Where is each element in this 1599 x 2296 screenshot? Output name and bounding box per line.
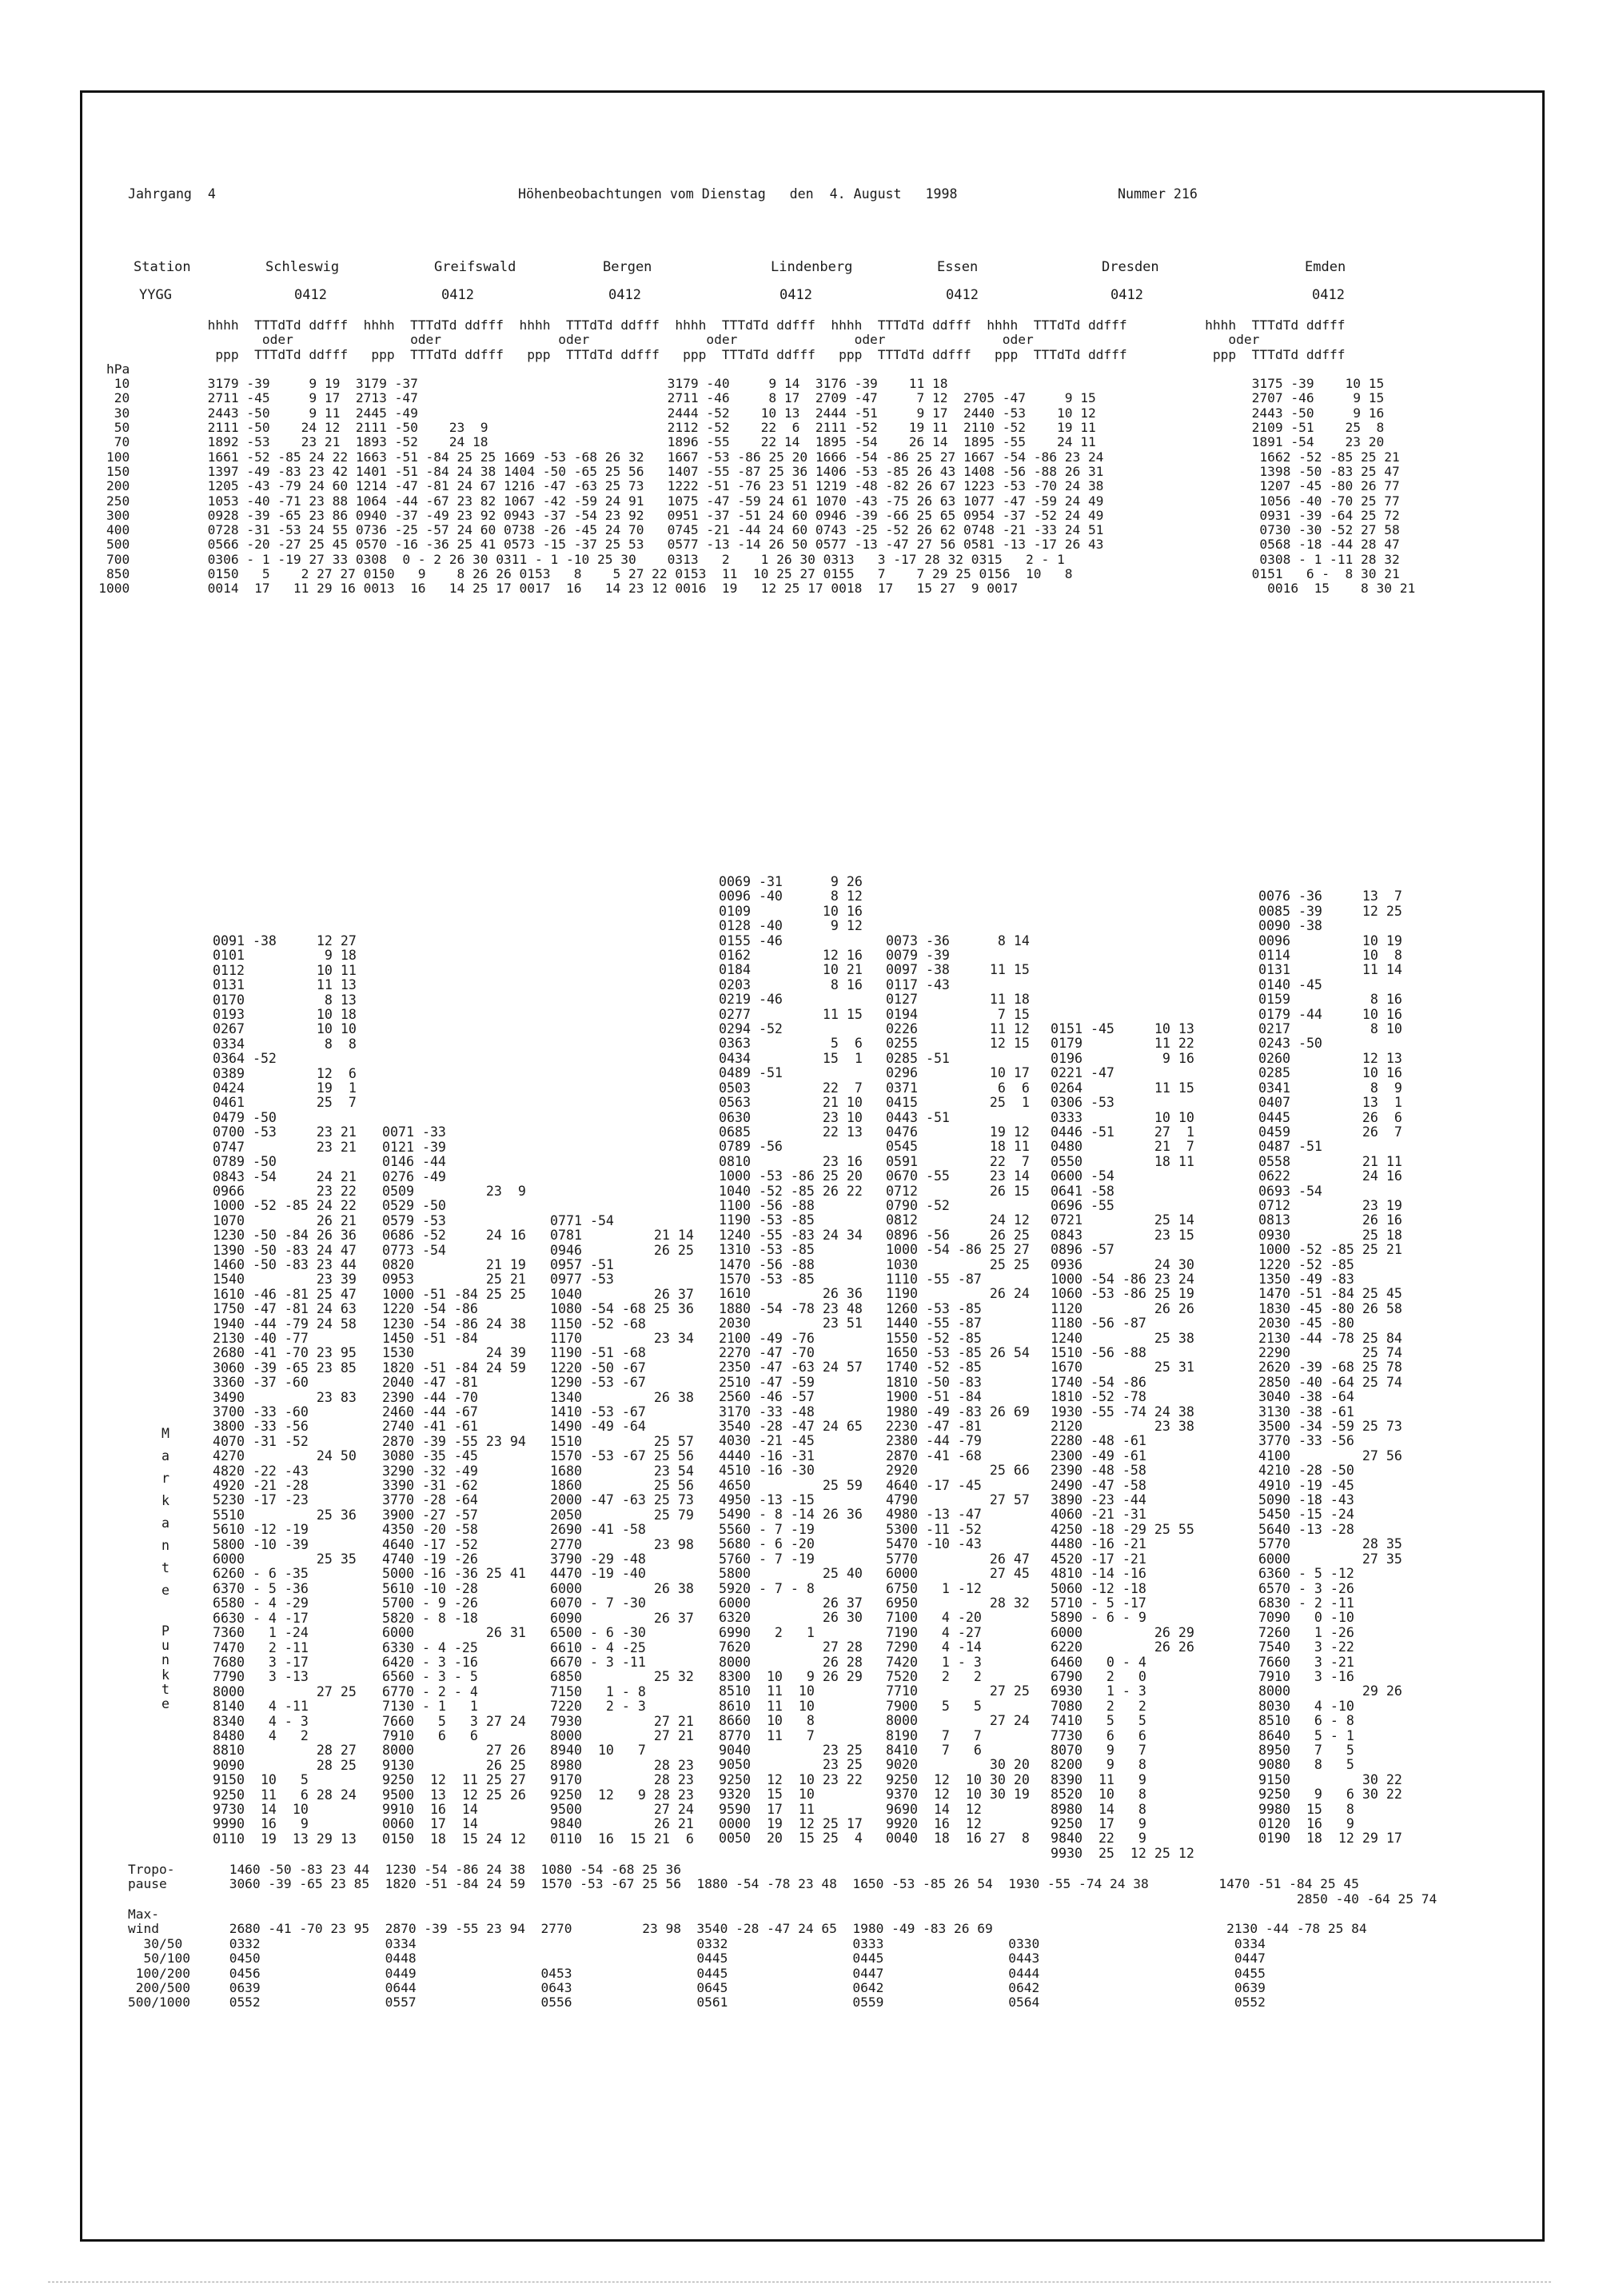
yygg-schleswig: 0412: [294, 287, 327, 303]
page-title: Höhenbeobachtungen vom Dienstag den 4. August 1998: [518, 186, 958, 202]
station-name-lindenberg: Lindenberg: [771, 259, 853, 275]
markante-column-schleswig: 0091 -38 12 27 0101 9 18 0112 10 11 0131 11 13 0170 8 13 0193 10 18 0267 10 10 0334 8 8 0364 -52 0389 12 6 0424 19 1 0461 25 7 0479 -50 0700 -53 23 21 0747 23 21 0789 -50 0843 -54 24 21 0966 23 22 1000 -52 -85 24 22 1070 26 21 1230 -50 -84 26 36 1390 -50 -83 24 47 1460 -50 -83 23 44 1540 23 39 1610 -46 -81 25 47 1750 -47 -81 24 63 1940 -44 -79 24 58 2130 -40 -77 2680 -41 -70 23 95 3060 -39 -65 23 85 3360 -37 -60 3490 23 83 3700 -33 -60 3800 -33 -56 4070 -31 -52 4270 24 50 4820 -22 -43 4920 -21 -28 5230 -17 -23 5510 25 36 5610 -12 -19 5800 -10 -39 6000 25 35 6260 - 6 -35 6370 - 5 -36 6580 - 4 -29 6630 - 4 -17 7360 1 -24 7470 2 -11 7680 3 -17 7790 3 -13 8000 27 25 8140 4 -11 8340 4 - 3 8480 4 2 8810 28 27 9090 28 25 9150 10 5 9250 11 6 28 24 9730 14 10 9990 16 9 0110 19 13 29 13: [213, 933, 357, 1847]
station-name-greifswald: Greifswald: [434, 259, 516, 275]
markante-column-dresden: 0151 -45 10 13 0179 11 22 0196 9 16 0221 -47 0264 11 15 0306 -53 0333 10 10 0446 -51 27 1 0480 21 7 0550 18 11 0600 -54 0641 -58 0696 -55 0721 25 14 0843 23 15 0896 -57 0936 24 30 1000 -54 -86 23 24 1060 -53 -86 25 19 1120 26 26 1180 -56 -87 1240 25 38 1510 -56 -88 1670 25 31 1740 -54 -86 1810 -52 -78 1930 -55 -74 24 38 2120 23 38 2280 -48 -61 2300 -49 -61 2390 -48 -58 2490 -47 -58 3890 -23 -44 4060 -21 -31 4250 -18 -29 25 55 4480 -16 -21 4520 -17 -21 4810 -14 -16 5060 -12 -18 5710 - 5 -17 5890 - 6 - 9 6000 26 29 6220 26 26 6460 0 - 4 6790 2 0 6930 1 - 3 7080 2 2 7410 5 5 7730 6 6 8070 9 7 8200 9 8 8390 11 9 8520 10 8 8980 14 8 9250 17 9 9840 22 9 9930 25 12 25 12: [1051, 1021, 1194, 1861]
maxwind-section: Max- wind 2680 -41 -70 23 95 2870 -39 -55 23 94 2770 23 98 3540 -28 -47 24 65 1980 -49 -83 26 69 2130 -44 -78 25 84 30/50 0332 0334 0332 0333 0330 0334 50/100 0450 0448 0445 0445 0443 0447 100/200 0456 0449 0453 0445 0447 0444 0455 200/500 0639 0644 0643 0645 0642 0642 0639 500/1000 0552 0557 0556 0561 0559 0564 0552: [128, 1907, 1367, 2010]
station-name-dresden: Dresden: [1102, 259, 1159, 275]
station-name-essen: Essen: [937, 259, 979, 275]
station-label: Station: [134, 259, 191, 275]
jahrgang-label: Jahrgang 4: [128, 186, 216, 202]
markante-column-bergen: 0771 -54 0781 21 14 0946 26 25 0957 -51 0977 -53 1040 26 37 1080 -54 -68 25 36 1150 -52 -68 1170 23 34 1190 -51 -68 1220 -50 -67 1290 -53 -67 1340 26 38 1410 -53 -67 1490 -49 -64 1510 25 57 1570 -53 -67 25 56 1680 23 54 1860 25 56 2000 -47 -63 25 73 2050 25 79 2690 -41 -58 2770 23 98 3790 -29 -48 4470 -19 -40 6000 26 38 6070 - 7 -30 6090 26 37 6500 - 6 -30 6610 - 4 -25 6670 - 3 -11 6850 25 32 7150 1 - 8 7220 2 - 3 7930 27 21 8000 27 21 8940 10 7 8980 28 23 9170 28 23 9250 12 9 28 23 9500 27 24 9840 26 21 0110 16 15 21 6: [550, 1212, 694, 1847]
issue-number: Nummer 216: [1118, 186, 1198, 202]
markante-label-1: M a r k a n t e: [161, 1426, 169, 1598]
tropopause-section: Tropo- 1460 -50 -83 23 44 1230 -54 -86 24 38 1080 -54 -68 25 36 pause 3060 -39 -65 23 85 1820 -51 -84 24 59 1570 -53 -67 25 56 1880 -54 -78 23 48 1650 -53 -85 26 54 1930 -55 -74 24 38 1470 -51 -84 25 45 2850 -40 -64 25 74: [128, 1862, 1438, 1907]
markante-column-essen: 0073 -36 8 14 0079 -39 0097 -38 11 15 0117 -43 0127 11 18 0194 7 15 0226 11 12 0255 12 15 0285 -51 0296 10 17 0371 6 6 0415 25 1 0443 -51 0476 19 12 0545 18 11 0591 22 7 0670 -55 23 14 0712 26 15 0790 -52 0812 24 12 0896 -56 26 25 1000 -54 -86 25 27 1030 25 25 1110 -55 -87 1190 26 24 1260 -53 -85 1440 -55 -87 1550 -52 -85 1650 -53 -85 26 54 1740 -52 -85 1810 -50 -83 1900 -51 -84 1980 -49 -83 26 69 2230 -47 -81 2380 -44 -79 2870 -41 -68 2920 25 66 4640 -17 -45 4790 27 57 4980 -13 -47 5300 -11 -52 5470 -10 -43 5770 26 47 6000 27 45 6750 1 -12 6950 28 32 7100 4 -20 7190 4 -27 7290 4 -14 7420 1 - 3 7520 2 2 7710 27 25 7900 5 5 8000 27 24 8190 7 7 8410 7 6 9020 30 20 9250 12 10 30 20 9370 12 10 30 19 9690 14 12 9920 16 12 0040 18 16 27 8: [886, 932, 1030, 1847]
yygg-essen: 0412: [946, 287, 979, 303]
station-name-bergen: Bergen: [603, 259, 652, 275]
station-name-schleswig: Schleswig: [265, 259, 340, 275]
markante-column-greifswald: 0071 -33 0121 -39 0146 -44 0276 -49 0509 23 9 0529 -50 0579 -53 0686 -52 24 16 0773 -54 0820 21 19 0953 25 21 1000 -51 -84 25 25 1220 -54 -86 1230 -54 -86 24 38 1450 -51 -84 1530 24 39 1820 -51 -84 24 59 2040 -47 -81 2390 -44 -70 2460 -44 -67 2740 -41 -61 2870 -39 -55 23 94 3080 -35 -45 3290 -32 -49 3390 -31 -62 3770 -28 -64 3900 -27 -57 4350 -20 -58 4640 -17 -52 4740 -19 -26 5000 -16 -36 25 41 5610 -10 -28 5700 - 9 -26 5820 - 8 -18 6000 26 31 6330 - 4 -25 6420 - 3 -16 6560 - 3 - 5 6770 - 2 - 4 7130 - 1 1 7660 5 3 27 24 7910 6 6 8000 27 26 9130 26 25 9250 12 11 25 27 9500 13 12 25 26 9910 16 14 0060 17 14 0150 18 15 24 12: [382, 1124, 526, 1847]
yygg-lindenberg: 0412: [780, 287, 812, 303]
yygg-bergen: 0412: [608, 287, 641, 303]
yygg-label: YYGG: [139, 287, 172, 303]
yygg-dresden: 0412: [1111, 287, 1143, 303]
standard-levels-table: hhhh TTTdTd ddfff hhhh TTTdTd ddfff hhhh TTTdTd ddfff hhhh TTTdTd ddfff hhhh TTTdTd ddfff hhhh TTTdTd ddfff hhhh TTTdTd ddfff oder oder oder oder oder oder oder ppp TTTdTd ddfff ppp TTTdTd ddfff ppp TTTdTd ddfff ppp TTTdTd ddfff ppp TTTdTd ddfff ppp TTTdTd ddfff ppp TTTdTd ddfff hPa 10 3179 -39 9 19 3179 -37 3179 -40 9 14 3176 -39 11 18 3175 -39 10 15 20 2711 -45 9 17 2713 -47 2711 -46 8 17 2709 -47 7 12 2705 -47 9 15 2707 -46 9 15 30 2443 -50 9 11 2445 -49 2444 -52 10 13 2444 -51 9 17 2440 -53 10 12 2443 -50 9 16 50 2111 -50 24 12 2111 -50 23 9 2112 -52 22 6 2111 -52 19 11 2110 -52 19 11 2109 -51 25 8 70 1892 -53 23 21 1893 -52 24 18 1896 -55 22 14 1895 -54 26 14 1895 -55 24 11 1891 -54 23 20 100 1661 -52 -85 24 22 1663 -51 -84 25 25 1669 -53 -68 26 32 1667 -53 -86 25 20 1666 -54 -86 25 27 1667 -54 -86 23 24 1662 -52 -85 25 21 150 1397 -49 -83 23 42 1401 -51 -84 24 38 1404 -50 -65 25 56 1407 -55 -87 25 36 1406 -53 -85 26 43 1408 -56 -88 26 31 1398 -50 -83 25 47 200 1205 -43 -79 24 60 1214 -47 -81 24 67 1216 -47 -63 25 73 1222 -51 -76 23 51 1219 -48 -82 26 67 1223 -53 -70 24 38 1207 -45 -80 26 77 250 1053 -40 -71 23 88 1064 -44 -67 23 82 1067 -42 -59 24 91 1075 -47 -59 24 61 1070 -43 -75 26 63 1077 -47 -59 24 49 1056 -40 -70 25 77 300 0928 -39 -65 23 86 0940 -37 -49 23 92 0943 -37 -54 23 92 0951 -37 -51 24 60 0946 -39 -66 25 65 0954 -37 -52 24 49 0931 -39 -64 25 72 400 0728 -31 -53 24 55 0736 -25 -57 24 60 0738 -26 -45 24 70 0745 -21 -44 24 60 0743 -25 -52 26 62 0748 -21 -33 24 51 0730 -30 -52 27 58 500 0566 -20 -27 25 45 0570 -16 -36 25 41 0573 -15 -37 25 53 0577 -13 -14 26 50 0577 -13 -47 27 56 0581 -13 -17 26 43 0568 -18 -44 28 47 700 0306 - 1 -19 27 33 0308 0 - 2 26 30 0311 - 1 -10 25 30 0313 2 1 26 30 0313 3 -17 28 32 0315 2 - 1 0308 - 1 -11 28 32 850 0150 5 2 27 27 0150 9 8 26 26 0153 8 5 27 22 0153 11 10 25 27 0155 7 7 29 25 0156 10 8 0151 6 - 8 30 21 1000 0014 17 11 29 16 0013 16 14 25 17 0017 16 14 23 12 0016 19 12 25 17 0018 17 15 27 9 0017 0016 15 8 30 21: [98, 317, 1416, 597]
markante-column-emden: 0076 -36 13 7 0085 -39 12 25 0090 -38 0096 10 19 0114 10 8 0131 11 14 0140 -45 0159 8 16 0179 -44 10 16 0217 8 10 0243 -50 0260 12 13 0285 10 16 0341 8 9 0407 13 1 0445 26 6 0459 26 7 0487 -51 0558 21 11 0622 24 16 0693 -54 0712 23 19 0813 26 16 0930 25 18 1000 -52 -85 25 21 1220 -52 -85 1350 -49 -83 1470 -51 -84 25 45 1830 -45 -80 26 58 2030 -45 -80 2130 -44 -78 25 84 2290 25 74 2620 -39 -68 25 78 2850 -40 -64 25 74 3040 -38 -64 3130 -38 -61 3500 -34 -59 25 73 3770 -33 -56 4100 27 56 4210 -28 -50 4910 -19 -45 5090 -18 -43 5450 -15 -24 5640 -13 -28 5770 28 35 6000 27 35 6360 - 5 -12 6570 - 3 -26 6830 - 2 -11 7090 0 -10 7260 1 -26 7540 3 -22 7660 3 -21 7910 3 -16 8000 29 26 8030 4 -10 8510 6 - 8 8640 5 - 1 8950 7 5 9080 8 5 9150 30 22 9250 9 6 30 22 9980 15 8 0120 16 9 0190 18 12 29 17: [1258, 888, 1402, 1847]
yygg-greifswald: 0412: [441, 287, 474, 303]
markante-label-2: P u n k t e: [161, 1623, 169, 1712]
markante-column-lindenberg: 0069 -31 9 26 0096 -40 8 12 0109 10 16 0128 -40 9 12 0155 -46 0162 12 16 0184 10 21 0203 8 16 0219 -46 0277 11 15 0294 -52 0363 5 6 0434 15 1 0489 -51 0503 22 7 0563 21 10 0630 23 10 0685 22 13 0789 -56 0810 23 16 1000 -53 -86 25 20 1040 -52 -85 26 22 1100 -56 -88 1190 -53 -85 1240 -55 -83 24 34 1310 -53 -85 1470 -56 -88 1570 -53 -85 1610 26 36 1880 -54 -78 23 48 2030 23 51 2100 -49 -76 2270 -47 -70 2350 -47 -63 24 57 2510 -47 -59 2560 -46 -57 3170 -33 -48 3540 -28 -47 24 65 4030 -21 -45 4440 -16 -31 4510 -16 -30 4650 25 59 4950 -13 -15 5490 - 8 -14 26 36 5560 - 7 -19 5680 - 6 -20 5760 - 7 -19 5800 25 40 5920 - 7 - 8 6000 26 37 6320 26 30 6990 2 1 7620 27 28 8000 26 28 8300 10 9 26 29 8510 11 10 8610 11 10 8660 10 8 8770 11 7 9040 23 25 9050 23 25 9250 12 10 23 22 9320 15 10 9590 17 11 0000 19 12 25 17 0050 20 15 25 4: [719, 874, 863, 1847]
yygg-emden: 0412: [1312, 287, 1345, 303]
station-name-emden: Emden: [1305, 259, 1346, 275]
